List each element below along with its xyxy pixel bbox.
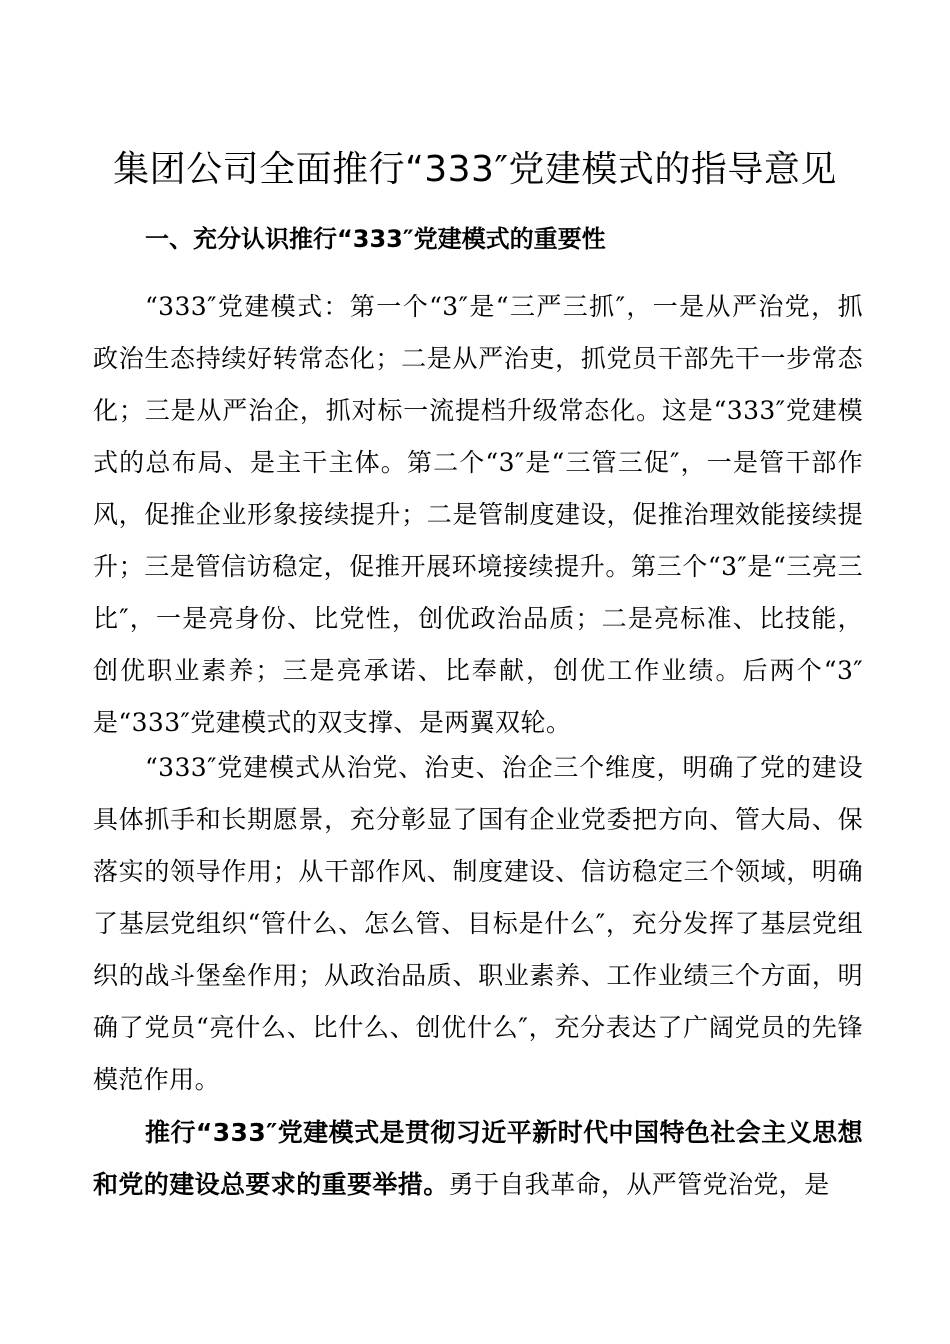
section-heading: 一、充分认识推行“333″党建模式的重要性 <box>145 225 606 253</box>
paragraph-3 <box>93 1107 863 1211</box>
paragraph-3-bold-lead: 推行“333″党建模式是贯彻习近平新时代中国特色社会主义思想和党的建设总要求的重要举措。 <box>93 1118 863 1199</box>
paragraph-1: “333″党建模式：第一个“3″是“三严三抓″，一是从严治党，抓政治生态持续好转常态化；二是从严治吏，抓党员干部先干一步常态化；三是从严治企，抓对标一流提档升级常态化。这是“333″党建模式的总布局、是主干主体。第二个“3″是“三管三促″，一是管干部作风，促推企业形象接续提升；二是管制度建设，促推治理效能接续提升；三是管信访稳定，促推开展环境接续提升。第三个“3″是“三亮三比″，一是亮身份、比党性，创优政治品质；二是亮标准、比技能，创优职业素养；三是亮承诺、比奉献，创优工作业绩。后两个“3″是“333″党建模式的双支撑、是两翼双轮。 <box>93 292 863 737</box>
paragraph-3-text: 勇于自我革命，从严管党治党，是 <box>448 1170 830 1199</box>
document-title: 集团公司全面推行“333″党建模式的指导意见 <box>113 149 837 190</box>
paragraph-2: “333″党建模式从治党、治吏、治企三个维度，明确了党的建设具体抓手和长期愿景，充分彰显了国有企业党委把方向、管大局、保落实的领导作用；从干部作风、制度建设、信访稳定三个领域，明确了基层党组织“管什么、怎么管、目标是什么″，充分发挥了基层党组织的战斗堡垒作用；从政治品质、职业素养、工作业绩三个方面，明确了党员“亮什么、比什么、创优什么″，充分表达了广阔党员的先锋模范作用。 <box>93 753 863 1094</box>
